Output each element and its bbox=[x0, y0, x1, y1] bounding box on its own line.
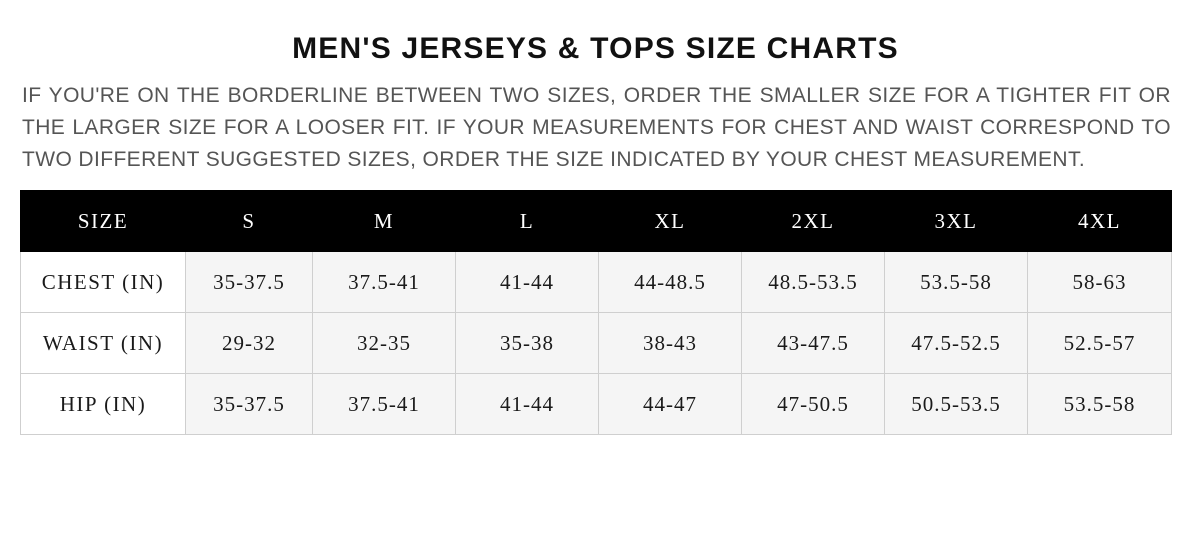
table-header-cell: L bbox=[456, 191, 599, 252]
table-header-cell: S bbox=[186, 191, 313, 252]
row-label: HIP (IN) bbox=[21, 374, 186, 435]
table-header-cell: 4XL bbox=[1028, 191, 1172, 252]
table-header-cell: XL bbox=[599, 191, 742, 252]
table-cell: 47.5-52.5 bbox=[885, 313, 1028, 374]
intro-paragraph: IF YOU'RE ON THE BORDERLINE BETWEEN TWO SIZES, ORDER THE SMALLER SIZE FOR A TIGHTER FIT OR THE LARGER SIZE FOR A LOOSER FIT. IF YOUR MEASUREMENTS FOR CHEST AND WAIST CORRESPOND TO TWO DIFFERENT SUGGESTED SIZES, ORDER THE SIZE INDICATED BY YOUR CHEST MEASUREMENT. bbox=[22, 84, 1171, 172]
table-cell: 29-32 bbox=[186, 313, 313, 374]
table-cell: 47-50.5 bbox=[742, 374, 885, 435]
size-chart-page bbox=[0, 32, 1191, 542]
table-cell: 37.5-41 bbox=[313, 374, 456, 435]
table-cell: 41-44 bbox=[456, 374, 599, 435]
table-cell: 37.5-41 bbox=[313, 252, 456, 313]
table-cell: 53.5-58 bbox=[885, 252, 1028, 313]
table-row bbox=[21, 252, 1172, 313]
table-cell: 38-43 bbox=[599, 313, 742, 374]
table-header-row bbox=[21, 191, 1172, 252]
table-cell: 53.5-58 bbox=[1028, 374, 1172, 435]
size-chart-table bbox=[20, 190, 1172, 435]
table-cell: 52.5-57 bbox=[1028, 313, 1172, 374]
table-cell: 35-37.5 bbox=[186, 374, 313, 435]
table-header-cell: M bbox=[313, 191, 456, 252]
table-header-cell: 2XL bbox=[742, 191, 885, 252]
row-label: CHEST (IN) bbox=[21, 252, 186, 313]
table-row bbox=[21, 374, 1172, 435]
table-header-cell: 3XL bbox=[885, 191, 1028, 252]
table-header-cell: SIZE bbox=[21, 191, 186, 252]
page-title: MEN'S JERSEYS & TOPS SIZE CHARTS bbox=[292, 32, 899, 65]
table-cell: 48.5-53.5 bbox=[742, 252, 885, 313]
table-cell: 35-37.5 bbox=[186, 252, 313, 313]
table-cell: 35-38 bbox=[456, 313, 599, 374]
table-cell: 32-35 bbox=[313, 313, 456, 374]
table-row bbox=[21, 313, 1172, 374]
table-cell: 44-47 bbox=[599, 374, 742, 435]
table-cell: 44-48.5 bbox=[599, 252, 742, 313]
table-cell: 58-63 bbox=[1028, 252, 1172, 313]
table-cell: 43-47.5 bbox=[742, 313, 885, 374]
row-label: WAIST (IN) bbox=[21, 313, 186, 374]
table-cell: 50.5-53.5 bbox=[885, 374, 1028, 435]
table-cell: 41-44 bbox=[456, 252, 599, 313]
